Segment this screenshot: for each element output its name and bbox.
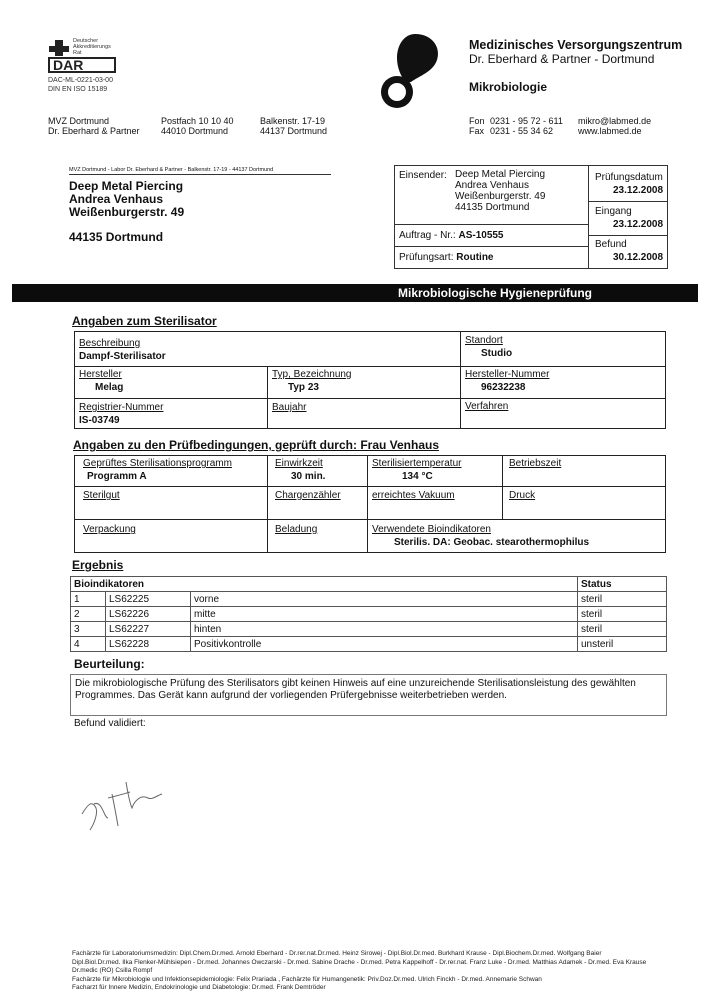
indicator-position: Positivkontrolle [191, 637, 578, 652]
programm-value: Programm A [87, 471, 147, 482]
chargenzaehler-label: Chargenzähler [275, 490, 341, 501]
programm-label: Geprüftes Sterilisationsprogramm [83, 458, 232, 469]
address-line: 44010 Dortmund [161, 126, 229, 136]
phone-number: 0231 - 95 72 - 611 [490, 116, 563, 126]
row-number: 2 [71, 607, 106, 622]
bioindikatoren-column-header: Bioindikatoren [71, 577, 578, 592]
fax-label: Fax [469, 126, 485, 136]
temperatur-label: Sterilisiertemperatur [372, 458, 462, 469]
auftrag-value: AS-10555 [458, 230, 504, 241]
recipient-line: Deep Metal Piercing [69, 179, 184, 193]
ergebnis-heading: Ergebnis [72, 558, 124, 572]
einsender-line: 44135 Dortmund [455, 202, 530, 213]
address-line: 44137 Dortmund [260, 126, 328, 136]
lab-name: Medizinisches Versorgungszentrum [469, 38, 683, 52]
einwirkzeit-label: Einwirkzeit [275, 458, 323, 469]
indicator-code: LS62227 [106, 622, 191, 637]
footer-line: Facharzt für Innere Medizin, Endokrinologie und Diabetologie: Dr.med. Frank Demtröder [72, 984, 326, 991]
banner-title: Mikrobiologische Hygieneprüfung [398, 286, 593, 300]
table-row [71, 607, 667, 622]
footer-line: Dr.medic (RO) Csilla Rompf [72, 967, 153, 974]
standort-label: Standort [465, 335, 503, 346]
lab-logo-icon [375, 32, 445, 112]
einwirkzeit-value: 30 min. [291, 471, 326, 482]
auftrag-label: Auftrag - Nr.: [399, 230, 456, 241]
typ-label: Typ, Bezeichnung [272, 369, 352, 380]
dar-line: Deutscher [73, 38, 99, 44]
hersteller-nummer-value: 96232238 [481, 382, 526, 393]
recipient-line: Andrea Venhaus [69, 192, 164, 206]
section-banner [12, 284, 698, 302]
verfahren-label: Verfahren [465, 401, 509, 412]
hersteller-value: Melag [95, 382, 124, 393]
dar-line: Rat [73, 50, 82, 56]
row-number: 4 [71, 637, 106, 652]
sterilisator-heading: Angaben zum Sterilisator [72, 314, 217, 328]
beurteilung-heading: Beurteilung: [74, 657, 145, 671]
address-line: MVZ Dortmund [48, 116, 110, 126]
indicator-position: hinten [191, 622, 578, 637]
sterilgut-label: Sterilgut [83, 490, 120, 501]
din-id: DIN EN ISO 15189 [48, 86, 108, 93]
betriebszeit-label: Betriebszeit [509, 458, 562, 469]
indicator-code: LS62225 [106, 592, 191, 607]
footer-line: Fachärzte für Laboratoriumsmedizin: Dipl.Chem.Dr.med. Arnold Eberhard - Dr.rer.nat.Dr.med. Heinz Sirowej - Dipl.Biol.Dr.med. Burkhard Krause - Dipl.Biochem.Dr.med. Wolfgang Baier [72, 950, 602, 957]
sender-line: MVZ Dortmund - Labor Dr. Eberhard & Partner - Balkenstr. 17-19 - 44137 Dortmund [69, 167, 331, 175]
einsender-line: Weißenburgerstr. 49 [455, 191, 546, 202]
bioindikatoren-label: Verwendete Bioindikatoren [372, 524, 491, 535]
email-link[interactable]: mikro@labmed.de [578, 116, 652, 126]
typ-value: Typ 23 [288, 382, 319, 393]
beladung-label: Beladung [275, 524, 318, 535]
dac-id: DAC-ML-0221-03-00 [48, 77, 113, 84]
address-line: Dr. Eberhard & Partner [48, 126, 140, 136]
einsender-label: Einsender: [399, 170, 447, 181]
footer-line: Fachärzte für Mikrobiologie und Infektionsepidemiologie: Felix Prariada , Fachärzte für Humangenetik: Priv.Doz.Dr.med. Ulrich Finckh - Dr.med. Annemarie Schwan [72, 975, 542, 983]
validated-label: Befund validiert: [74, 718, 146, 729]
beschreibung-value: Dampf-Sterilisator [79, 351, 166, 362]
eingang-label: Eingang [595, 206, 632, 217]
standort-value: Studio [481, 348, 513, 359]
einsender-line: Andrea Venhaus [455, 180, 529, 191]
row-number: 3 [71, 622, 106, 637]
einsender-line: Deep Metal Piercing [455, 169, 546, 180]
ergebnis-table [70, 576, 667, 652]
pruefdatum-label: Prüfungsdatum [595, 172, 663, 183]
lab-partner: Dr. Eberhard & Partner - Dortmund [469, 52, 655, 66]
beurteilung-text: Programmes. Das Gerät kann aufgrund der vorliegenden Prüfergebnisse weiterbetrieben werden. [75, 690, 507, 701]
address-line: Balkenstr. 17-19 [260, 116, 326, 126]
indicator-position: mitte [191, 607, 578, 622]
beurteilung-box [70, 674, 667, 716]
registrier-label: Registrier-Nummer [79, 402, 164, 413]
baujahr-label: Baujahr [272, 402, 307, 413]
indicator-status: steril [578, 592, 667, 607]
pruefart-value: Routine [456, 252, 494, 263]
website-link[interactable]: www.labmed.de [578, 126, 642, 136]
befund-value: 30.12.2008 [613, 252, 664, 263]
druck-label: Druck [509, 490, 536, 501]
pruefdatum-value: 23.12.2008 [613, 185, 664, 196]
recipient-city: 44135 Dortmund [69, 230, 164, 244]
temperatur-value: 134 °C [402, 471, 433, 482]
svg-text:DAR: DAR [53, 57, 84, 73]
indicator-code: LS62226 [106, 607, 191, 622]
table-row [71, 637, 667, 652]
pruefart-label: Prüfungsart: [399, 252, 454, 263]
hersteller-nummer-label: Hersteller-Nummer [465, 369, 550, 380]
indicator-status: steril [578, 622, 667, 637]
signature [78, 774, 168, 836]
address-line: Postfach 10 10 40 [161, 116, 234, 126]
lab-department: Mikrobiologie [469, 80, 547, 94]
order-info-box [394, 165, 668, 269]
eingang-value: 23.12.2008 [613, 219, 664, 230]
registrier-value: IS-03749 [79, 415, 120, 426]
recipient-line: Weißenburgerstr. 49 [69, 205, 185, 219]
befund-label: Befund [595, 239, 627, 250]
status-column-header: Status [578, 577, 667, 592]
pruefbedingungen-heading: Angaben zu den Prüfbedingungen, geprüft durch: Frau Venhaus [73, 438, 440, 452]
footer-line: Dipl.Biol.Dr.med. Ilka Flenker-Mühlsiepen - Dr.med. Johannes Owczarski - Dr.med. Sabine Drache - Dr.med. Petra Kappelhoff - Dr.rer.nat. Franz Luke - Dr.med. Matthias Adamek - Dr.med. Eva Krause [72, 958, 647, 966]
row-number: 1 [71, 592, 106, 607]
table-header-row [71, 577, 667, 592]
verpackung-label: Verpackung [83, 524, 136, 535]
beurteilung-text: Die mikrobiologische Prüfung des Sterilisators gibt keinen Hinweis auf eine unzureichende Sterilisationsleistung des gewählten [75, 678, 636, 689]
indicator-status: unsteril [578, 637, 667, 652]
pruefbedingungen-table [74, 455, 666, 553]
phone-label: Fon [469, 116, 485, 126]
fax-number: 0231 - 55 34 62 [490, 126, 554, 136]
beschreibung-label: Beschreibung [79, 338, 141, 349]
indicator-position: vorne [191, 592, 578, 607]
dar-line: Akkreditierungs [73, 44, 111, 50]
hersteller-label: Hersteller [79, 369, 122, 380]
indicator-code: LS62228 [106, 637, 191, 652]
table-row [71, 592, 667, 607]
vakuum-label: erreichtes Vakuum [372, 490, 455, 501]
indicator-status: steril [578, 607, 667, 622]
sterilisator-table [74, 331, 666, 429]
bioindikatoren-value: Sterilis. DA: Geobac. stearothermophilus [394, 537, 590, 548]
table-row [71, 622, 667, 637]
